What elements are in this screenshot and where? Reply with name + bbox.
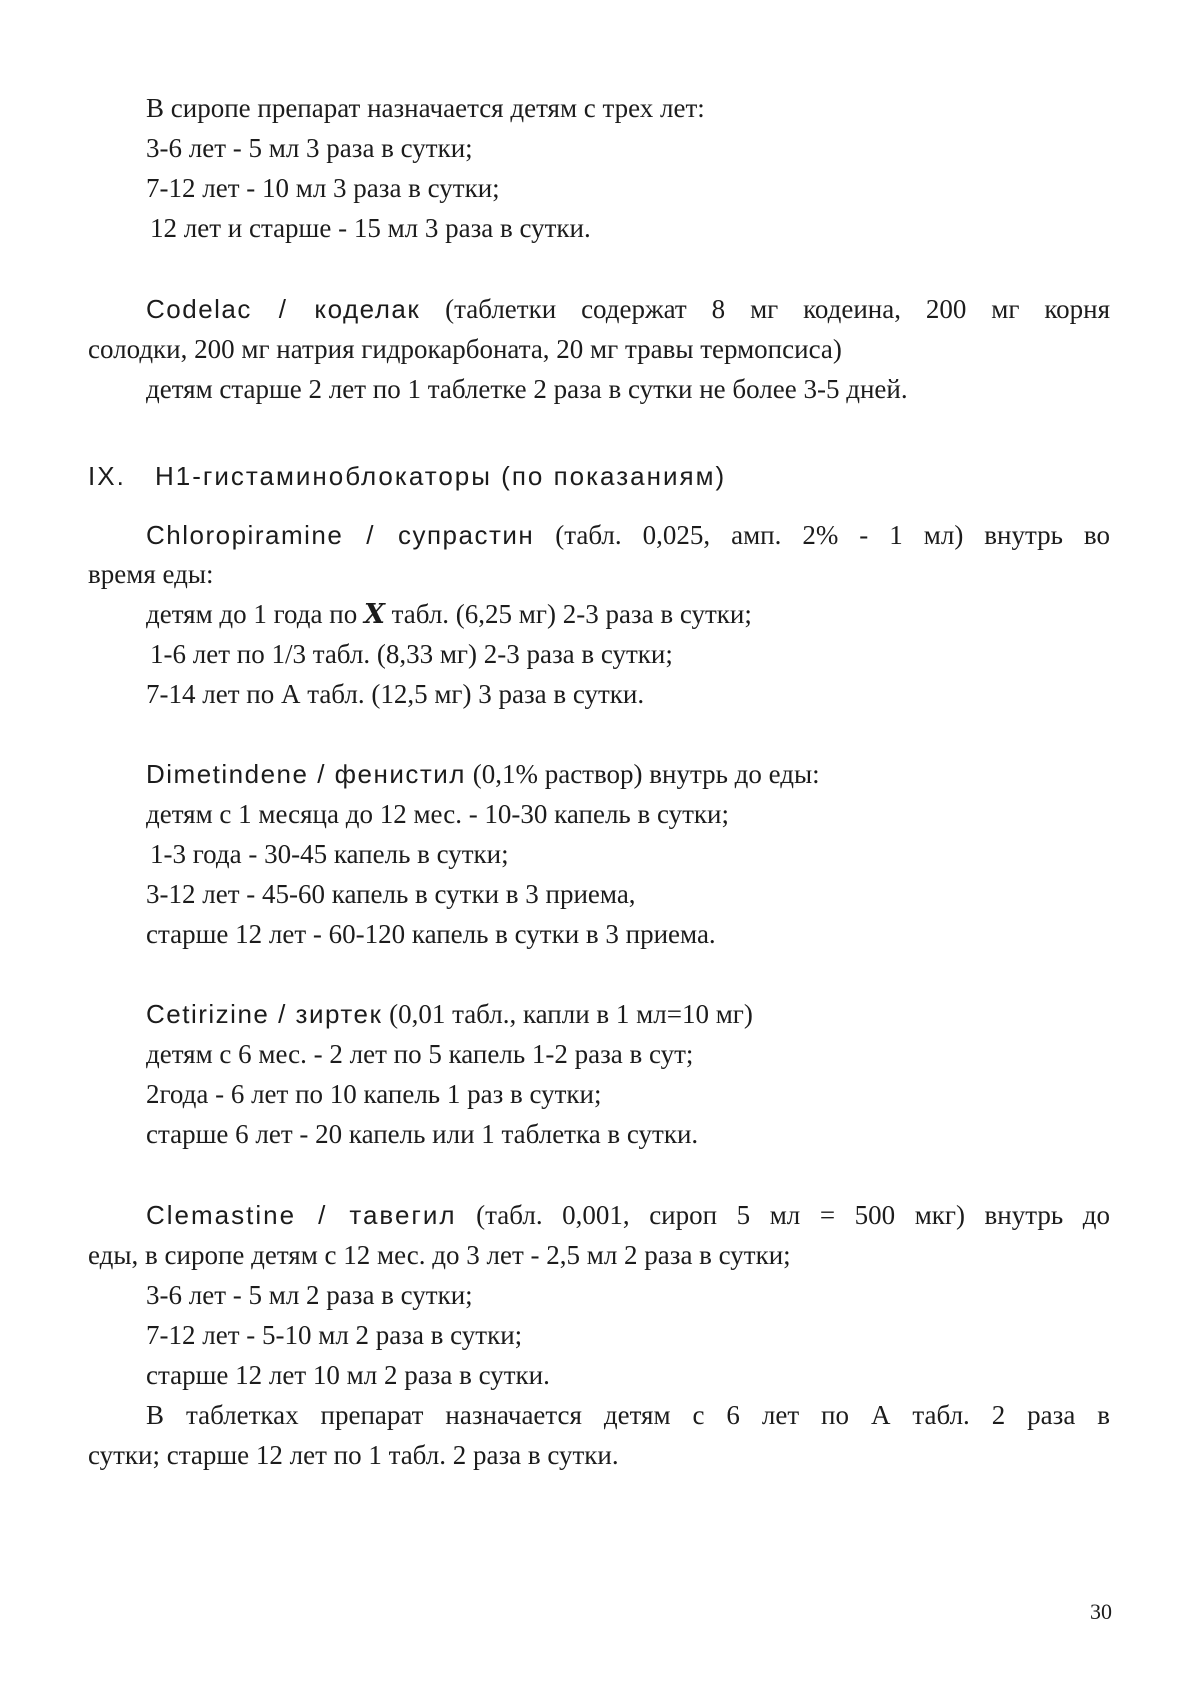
chloropiramine-form: (табл. 0,025, амп. 2% - 1 мл) внутрь во — [555, 520, 1110, 550]
clemastine-line-2: еды, в сиропе детям с 12 мес. до 3 лет - 2,5 мл 2 раза в сутки; — [88, 1240, 791, 1270]
syrup-intro: В сиропе препарат назначается детям с трех лет: — [146, 93, 705, 123]
chloropiramine-line-1 — [146, 522, 1110, 549]
chloropiramine-dose-7-14: 7-14 лет по А табл. (12,5 мг) 3 раза в сутки. — [146, 679, 645, 709]
syrup-dose-12plus: 12 лет и старше - 15 мл 3 раза в сутки. — [150, 213, 591, 243]
cetirizine-form: (0,01 табл., капли в 1 мл=10 мг) — [389, 999, 753, 1029]
codelac-paragraph-line-2: солодки, 200 мг натрия гидрокарбоната, 20 мг травы термопсиса) — [88, 334, 842, 364]
dimetindene-dose-1: детям с 1 месяца до 12 мес. - 10-30 капель в сутки; — [146, 799, 729, 829]
codelac-paragraph-line-1 — [146, 296, 1110, 323]
cetirizine-line-1 — [146, 1001, 753, 1028]
chloropiramine-dose-under-1 — [146, 601, 752, 628]
dose-text: табл. (6,25 мг) 2-3 раза в сутки; — [391, 599, 752, 629]
dose-text: детям до 1 года по — [146, 599, 358, 629]
section-number: IX. — [88, 461, 126, 491]
codelac-composition: (таблетки содержат 8 мг кодеина, 200 мг корня — [445, 294, 1110, 324]
dimetindene-dose-2: 1-3 года - 30-45 капель в сутки; — [150, 839, 509, 869]
cetirizine-dose-1: детям с 6 мес. - 2 лет по 5 капель 1-2 раза в сут; — [146, 1039, 694, 1069]
dimetindene-line-1 — [146, 761, 820, 788]
syrup-dose-7-12: 7-12 лет - 10 мл 3 раза в сутки; — [146, 173, 500, 203]
codelac-dosage: детям старше 2 лет по 1 таблетке 2 раза в сутки не более 3-5 дней. — [146, 374, 908, 404]
drug-name-codelac: Codelac / коделак — [146, 294, 421, 324]
section-heading — [88, 463, 726, 489]
dimetindene-dose-3: 3-12 лет - 45-60 капель в сутки в 3 приема, — [146, 879, 636, 909]
drug-name-chloropiramine: Chloropiramine / супрастин — [146, 520, 535, 550]
clemastine-dose-3: старше 12 лет 10 мл 2 раза в сутки. — [146, 1360, 550, 1390]
drug-name-dimetindene: Dimetindene / фенистил — [146, 759, 466, 789]
chloropiramine-dose-1-6: 1-6 лет по 1/3 табл. (8,33 мг) 2-3 раза в сутки; — [150, 639, 673, 669]
dimetindene-dose-4: старше 12 лет - 60-120 капель в сутки в 3 приема. — [146, 919, 716, 949]
drug-name-clemastine: Clemastine / тавегил — [146, 1200, 457, 1230]
clemastine-form: (табл. 0,001, сироп 5 мл = 500 мкг) внутрь до — [476, 1200, 1110, 1230]
clemastine-dose-2: 7-12 лет - 5-10 мл 2 раза в сутки; — [146, 1320, 523, 1350]
chloropiramine-line-2: время еды: — [88, 559, 214, 589]
clemastine-line-1 — [146, 1202, 1110, 1229]
page-number: 30 — [1090, 1599, 1112, 1624]
clemastine-tablets-line-2: сутки; старше 12 лет по 1 табл. 2 раза в сутки. — [88, 1440, 619, 1470]
clemastine-dose-1: 3-6 лет - 5 мл 2 раза в сутки; — [146, 1280, 473, 1310]
clemastine-tablets-line-1: В таблетках препарат назначается детям с 6 лет по А табл. 2 раза в — [146, 1400, 1110, 1430]
dimetindene-form: (0,1% раствор) внутрь до еды: — [472, 759, 820, 789]
syrup-dose-3-6: 3-6 лет - 5 мл 3 раза в сутки; — [146, 133, 473, 163]
fraction-glyph: X — [363, 599, 385, 630]
drug-name-cetirizine: Cetirizine / зиртек — [146, 999, 383, 1029]
section-title: H1-гистаминоблокаторы (по показаниям) — [155, 461, 727, 491]
cetirizine-dose-2: 2года - 6 лет по 10 капель 1 раз в сутки; — [146, 1079, 602, 1109]
cetirizine-dose-3: старше 6 лет - 20 капель или 1 таблетка в сутки. — [146, 1119, 699, 1149]
